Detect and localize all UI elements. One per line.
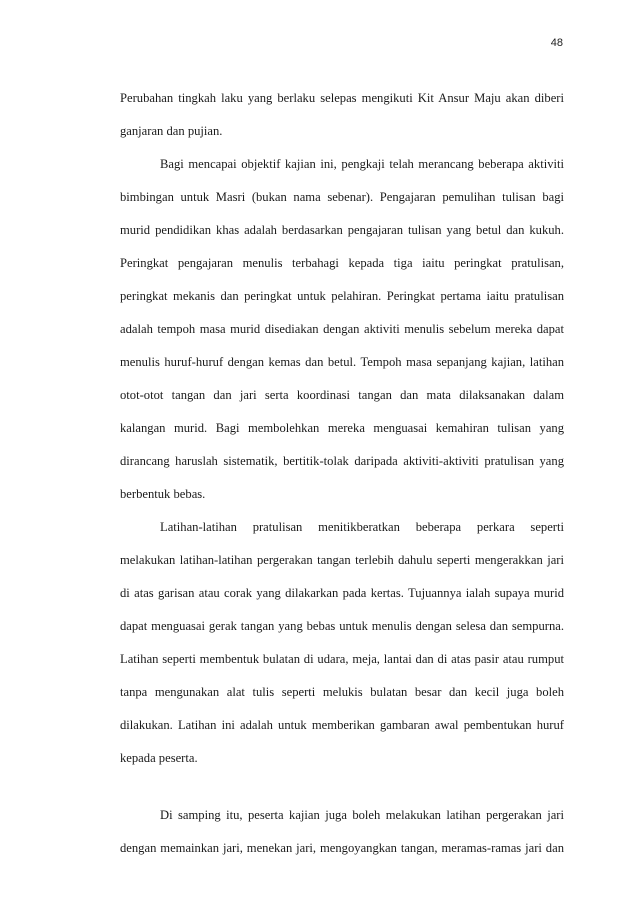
text-line: ganjaran dan pujian. — [120, 124, 223, 138]
text-line: kalangan murid. Bagi membolehkan mereka menguasai kemahiran tulisan yang — [120, 421, 564, 435]
text-line: Perubahan tingkah laku yang berlaku selepas mengikuti Kit Ansur Maju akan diberi — [120, 91, 564, 105]
text-line: Bagi mencapai objektif kajian ini, pengkaji telah merancang beberapa aktiviti — [160, 157, 564, 171]
paragraph-4 — [120, 799, 564, 865]
text-line: kepada peserta. — [120, 751, 198, 765]
paragraph-2 — [120, 148, 564, 511]
text-line: melakukan latihan-latihan pergerakan tangan terlebih dahulu seperti mengerakkan jari — [120, 553, 564, 567]
text-line: Peringkat pengajaran menulis terbahagi kepada tiga iaitu peringkat pratulisan, — [120, 256, 564, 270]
text-line: dilakukan. Latihan ini adalah untuk memberikan gambaran awal pembentukan huruf — [120, 718, 564, 732]
text-line: otot-otot tangan dan jari serta koordinasi tangan dan mata dilaksanakan dalam — [120, 388, 564, 402]
text-line: murid pendidikan khas adalah berdasarkan pengajaran tulisan yang betul dan kukuh. — [120, 223, 564, 237]
text-line: tanpa mengunakan alat tulis seperti melukis bulatan besar dan kecil juga boleh — [120, 685, 564, 699]
text-line: peringkat mekanis dan peringkat untuk pelahiran. Peringkat pertama iaitu pratulisan — [120, 289, 564, 303]
text-line: di atas garisan atau corak yang dilakarkan pada kertas. Tujuannya ialah supaya murid — [120, 586, 564, 600]
text-line: dirancang haruslah sistematik, bertitik-tolak daripada aktiviti-aktiviti pratulisan yang — [120, 454, 564, 468]
paragraph-1 — [120, 82, 564, 148]
paragraph-gap — [120, 775, 564, 799]
text-line: adalah tempoh masa murid disediakan dengan aktiviti menulis sebelum mereka dapat — [120, 322, 564, 336]
page-number: 48 — [550, 37, 563, 49]
text-line: bimbingan untuk Masri (bukan nama sebenar). Pengajaran pemulihan tulisan bagi — [120, 190, 564, 204]
text-line: Di samping itu, peserta kajian juga boleh melakukan latihan pergerakan jari — [160, 808, 564, 822]
text-line: dapat menguasai gerak tangan yang bebas untuk menulis dengan selesa dan sempurna. — [120, 619, 564, 633]
document-body — [120, 82, 564, 865]
paragraph-3 — [120, 511, 564, 775]
text-line: dengan memainkan jari, menekan jari, mengoyangkan tangan, meramas-ramas jari dan — [120, 841, 564, 855]
text-line: Latihan seperti membentuk bulatan di udara, meja, lantai dan di atas pasir atau rumput — [120, 652, 564, 666]
text-line: Latihan-latihan pratulisan menitikberatkan beberapa perkara seperti — [160, 520, 564, 534]
text-line: menulis huruf-huruf dengan kemas dan betul. Tempoh masa sepanjang kajian, latihan — [120, 355, 564, 369]
text-line: berbentuk bebas. — [120, 487, 206, 501]
